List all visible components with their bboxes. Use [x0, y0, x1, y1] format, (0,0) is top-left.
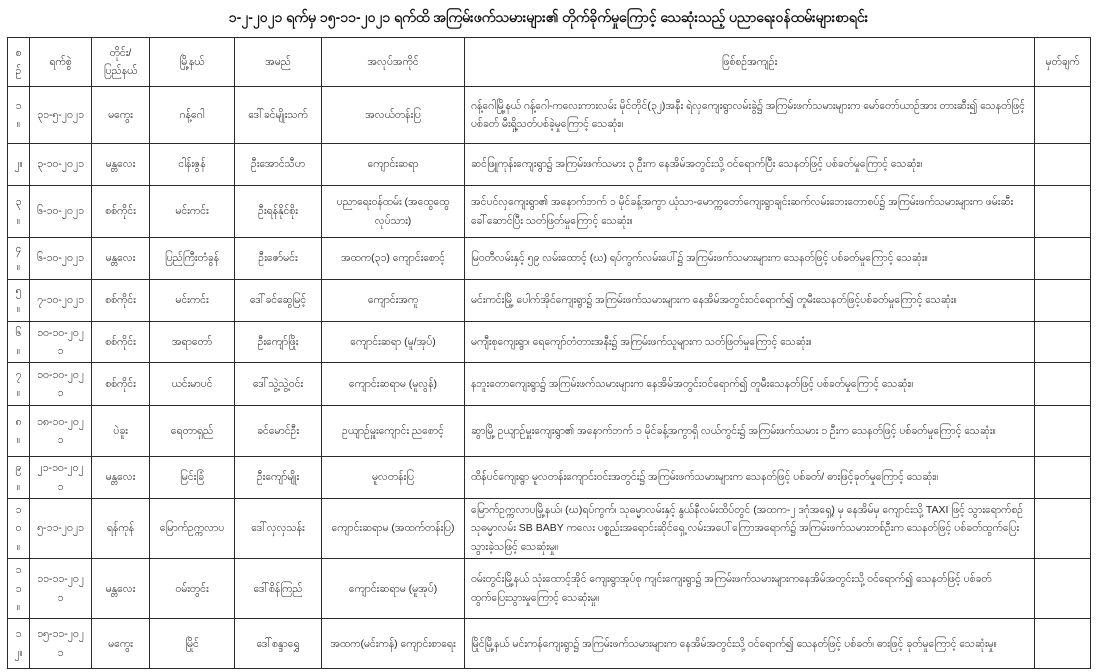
- cell-incident: ထိန်ပင်ကျေးရွာ မူလတန်းကျောင်းဝင်းအတွင်း၌ အကြမ်းဖက်သမားများက သေနတ်ဖြင့် ပစ်ခတ်/ ဓားဖြင့်ခုတ်မှုကြောင့် သေဆုံး။: [465, 457, 1035, 499]
- col-header-remark: မှတ်ချက်: [1035, 38, 1091, 87]
- cell-occupation: အထက(မင်းကန်) ကျောင်းစာရေး: [322, 619, 465, 669]
- cell-incident: ဆင်ဖြူကုန်းကျေးရွာ၌ အကြမ်းဖက်သမား ၃ ဦးက နေအိမ်အတွင်းသို့ ဝင်ရောက်ပြီး သေနတ်ဖြင့် ပစ်ခတ်မှုကြောင့် သေဆုံး။: [465, 144, 1035, 186]
- cell-incident: မြိုင်မြို့နယ် မင်းကန်ကျေးရွာ၌ အကြမ်းဖက်သမားများက နေအိမ်အတွင်းသို့ ဝင်ရောက်၍ သေနတ်ဖြင့် ပစ်ခတ်၊ ဓားဖြင့် ခုတ်မှုကြောင့် သေဆုံးမှု။: [465, 619, 1035, 669]
- cell-remark: [1035, 186, 1091, 238]
- cell-remark: [1035, 144, 1091, 186]
- cell-name: ဦးကျော်မျိုး: [235, 457, 322, 499]
- cell-date: ၃-၁၀-၂၀၂၁: [30, 144, 92, 186]
- cell-name: ခင်မောင်ဦး: [235, 406, 322, 457]
- cell-incident: မကျီးစုကျေးရွာ၊ ရေကျော်တံတားအနီး၌ အကြမ်းဖက်သူများက သတ်ဖြတ်မှုကြောင့် သေဆုံး။: [465, 321, 1035, 363]
- cell-date: ၁၅-၁၁-၂၀၂၁: [30, 619, 92, 669]
- cell-name: ဒေါ်စန္ဒာရွှေ: [235, 619, 322, 669]
- table-row: [8, 619, 1091, 669]
- table-row: [8, 186, 1091, 238]
- cell-serial-no: ၁၀။: [8, 499, 30, 559]
- col-header-name: အမည်: [235, 38, 322, 87]
- cell-date: ၁၈-၁၀-၂၀၂၁: [30, 406, 92, 457]
- table-row: [8, 144, 1091, 186]
- cell-serial-no: ၉။: [8, 457, 30, 499]
- col-header-date: ရက်စွဲ: [30, 38, 92, 87]
- cell-occupation: အလယ်တန်းပြ: [322, 87, 465, 144]
- cell-region: စစ်ကိုင်း: [92, 321, 150, 363]
- table-body: [8, 87, 1091, 669]
- cell-serial-no: ၅။: [8, 279, 30, 321]
- cell-township: ယင်းမာပင်: [150, 363, 235, 406]
- cell-remark: [1035, 238, 1091, 280]
- cell-remark: [1035, 279, 1091, 321]
- cell-incident: ဂန့်ဂေါမြို့နယ် ဂန့်ဂေါ-ကလေးကားလမ်း မိုင်တိုင်(၃၂)အနီး ရဲလှကျေးရွာလမ်းခွဲ၌ အကြမ်းဖက်သမားများက မော်တော်ယာဉ်အား တားဆီး၍ သေနတ်ဖြင့်ပစ်ခတ် မီးရှို့သတ်ပစ်ခဲ့မှုကြောင့် သေဆုံး။: [465, 87, 1035, 144]
- cell-serial-no: ၁၁။: [8, 559, 30, 619]
- cell-name: ဒေါ်စိန်ကြည်: [235, 559, 322, 619]
- cell-occupation: ကျောင်းဆရာမ (မူအုပ်): [322, 559, 465, 619]
- cell-township: မင်းကင်း: [150, 186, 235, 238]
- cell-remark: [1035, 499, 1091, 559]
- cell-name: ဒေါ်သွဲ့သွဲ့ဝင်း: [235, 363, 322, 406]
- cell-serial-no: ၁။: [8, 87, 30, 144]
- cell-remark: [1035, 457, 1091, 499]
- cell-township: မင်းကင်း: [150, 279, 235, 321]
- cell-remark: [1035, 363, 1091, 406]
- header-row: [8, 38, 1091, 87]
- cell-occupation: ကျောင်းအကူ: [322, 279, 465, 321]
- cell-date: ၁၀-၁၀-၂၀၂၁: [30, 321, 92, 363]
- cell-township: မြောက်ဥက္ကလာပ: [150, 499, 235, 559]
- cell-region: မန္တလေး: [92, 457, 150, 499]
- cell-incident: မြဝတီလမ်းနှင့် ၅၉ လမ်းထောင့် (ဃ) ရပ်ကွက်လမ်းပေါ်၌ အကြမ်းဖက်သမားများက သေနတ်ဖြင့် ပစ်ခတ်မှုကြောင့် သေဆုံး။: [465, 238, 1035, 280]
- cell-remark: [1035, 321, 1091, 363]
- cell-region: မကွေး: [92, 619, 150, 669]
- table-row: [8, 559, 1091, 619]
- cell-name: ဒေါ်ခင်ဆွေမြင့်: [235, 279, 322, 321]
- cell-date: ၆-၁၀-၂၀၂၁: [30, 186, 92, 238]
- cell-township: မြင်းခြံ: [150, 457, 235, 499]
- cell-incident: ဆွာမြို့ ဥယျာဉ်မှူးကျေးရွာ၏ အနောက်ဘက် ၁ မိုင်ခန့်အကွာရှိ လယ်ကွင်း၌ အကြမ်းဖက်သမား ၁ ဦးက သေနတ်ဖြင့် ပစ်ခတ်မှုကြောင့် သေဆုံး။: [465, 406, 1035, 457]
- table-row: [8, 499, 1091, 559]
- cell-date: ၇-၁၀-၂၀၂၁: [30, 279, 92, 321]
- table-row: [8, 238, 1091, 280]
- cell-remark: [1035, 406, 1091, 457]
- cell-incident: ဝမ်းတွင်းမြို့နယ် သုံးထောင့်အိုင် ကျေးရွာအုပ်စု ကျင်းကျေးရွာ၌ အကြမ်းဖက်သမားများကနေအိမ်အတွင်းသို့ ဝင်ရောက်၍ သေနတ်ဖြင့် ပစ်ခတ်ထွက်ပြေးသွားမှုကြောင့် သေဆုံးမှု။: [465, 559, 1035, 619]
- col-header-incident: ဖြစ်စဉ်အကျဉ်း: [465, 38, 1035, 87]
- table-row: [8, 321, 1091, 363]
- cell-incident: နဘူးတောကျေးရွာ၌ အကြမ်းဖက်သမားများက နေအိမ်အတွင်းဝင်ရောက်၍ တူမီးသေနတ်ဖြင့် ပစ်ခတ်မှုကြောင့် သေဆုံး။: [465, 363, 1035, 406]
- cell-remark: [1035, 87, 1091, 144]
- cell-serial-no: ၄။: [8, 238, 30, 280]
- cell-occupation: မူလတန်းပြ: [322, 457, 465, 499]
- cell-region: စစ်ကိုင်း: [92, 363, 150, 406]
- table-row: [8, 87, 1091, 144]
- cell-date: ၁၀-၁၀-၂၀၂၁: [30, 363, 92, 406]
- cell-township: မြိုင်: [150, 619, 235, 669]
- cell-date: ၃၁-၅-၂၀၂၁: [30, 87, 92, 144]
- col-header-occupation: အလုပ်အကိုင်: [322, 38, 465, 87]
- table-row: [8, 406, 1091, 457]
- page-title: ၁-၂-၂၀၂၁ ရက်မှ ၁၅-၁၁-၂၀၂၁ ရက်ထိ အကြမ်းဖက်သမားများ၏ တိုက်ခိုက်မှုကြောင့် သေဆုံးသည့် ပညာရေးဝန်ထမ်းများစာရင်း: [228, 9, 869, 25]
- cell-remark: [1035, 619, 1091, 669]
- cell-date: ၆-၁၀-၂၀၂၁: [30, 238, 92, 280]
- cell-name: ဦးအောင်သီဟ: [235, 144, 322, 186]
- cell-serial-no: ၃။: [8, 186, 30, 238]
- cell-occupation: ကျောင်းဆရာ: [322, 144, 465, 186]
- cell-name: ဦးဇော်မင်း: [235, 238, 322, 280]
- cell-region: စစ်ကိုင်း: [92, 279, 150, 321]
- cell-name: ဒေါ်ခင်မျိုးသက်: [235, 87, 322, 144]
- cell-remark: [1035, 559, 1091, 619]
- cell-township: ရေတာရှည်: [150, 406, 235, 457]
- cell-name: ဦးကျော်ဖြိုး: [235, 321, 322, 363]
- cell-date: ၂၁-၁၀-၂၀၂၁: [30, 457, 92, 499]
- cell-serial-no: ၆။: [8, 321, 30, 363]
- cell-date: ၁၁-၁၁-၂၀၂၁: [30, 559, 92, 619]
- cell-region: ပဲခူး: [92, 406, 150, 457]
- cell-name: ဒေါ်လှလှသန်း: [235, 499, 322, 559]
- cell-occupation: အထက(၃၁) ကျောင်းစောင့်: [322, 238, 465, 280]
- table-header: [8, 38, 1091, 87]
- col-header-township: မြို့နယ်: [150, 38, 235, 87]
- cell-serial-no: ၇။: [8, 363, 30, 406]
- cell-occupation: ကျောင်းဆရာ (မူ/အုပ်): [322, 321, 465, 363]
- cell-occupation: ဥယျာဉ်မှူးကျောင်း ညစောင့်: [322, 406, 465, 457]
- cell-region: ရန်ကုန်: [92, 499, 150, 559]
- cell-region: မန္တလေး: [92, 144, 150, 186]
- cell-region: မန္တလေး: [92, 238, 150, 280]
- cell-incident: အင်ပင်လှကျေးရွာ၏ အနောက်ဘက် ၁ မိုင်ခန့်အကွာ ယုံသာ-မောက္ကတော်ကျေးရွာချင်းဆက်လမ်းဘေးတောစပ်၌ အကြမ်းဖက်သမားများက ဖမ်းဆီးခေါ်ဆောင်ပြီး သတ်ဖြတ်မှုကြောင့် သေဆုံး။: [465, 186, 1035, 238]
- table-row: [8, 279, 1091, 321]
- cell-serial-no: ၈။: [8, 406, 30, 457]
- cell-region: မကွေး: [92, 87, 150, 144]
- cell-incident: မြောက်ဥက္ကလာပမြို့နယ်၊ (ဃ)ရပ်ကွက်၊ သုဓမ္မာလမ်းနှင့် နွယ်နီလမ်းထိပ်တွင် (အထက-၂ ဒဂုံအရှေ့) မှ နေအိမ်မှ ကျောင်းသို့ TAXI ဖြင့် သွားရောက်စဉ် သုဓမ္မာလမ်း SB BABY ကလေး ပစ္စည်းအရောင်းဆိုင်ရှေ့ လမ်းအပေါ်ကြောအရောက်၌ အကြမ်းဖက်သမားတစ်ဦးက သေနတ်ဖြင့် ပစ်ခတ်ထွက်ပြေးသွားခဲ့သဖြင့် သေဆုံးမှု။: [465, 499, 1035, 559]
- table-row: [8, 457, 1091, 499]
- cell-date: ၅-၁၁-၂၀၂၁: [30, 499, 92, 559]
- cell-region: မန္တလေး: [92, 559, 150, 619]
- cell-name: ဦးရန်နိုင်စိုး: [235, 186, 322, 238]
- cell-township: ဂန့်ဂေါ: [150, 87, 235, 144]
- cell-region: စစ်ကိုင်း: [92, 186, 150, 238]
- cell-incident: မင်းကင်းမြို့ ပေါက်အိုင်ကျေးရွာ၌ အကြမ်းဖက်သမားများက နေအိမ်အတွင်းဝင်ရောက်၍ တူမီးသေနတ်ဖြင့်ပစ်ခတ်မှုကြောင့် သေဆုံး။: [465, 279, 1035, 321]
- col-header-region: တိုင်း/ပြည်နယ်: [92, 38, 150, 87]
- cell-serial-no: ၁၂။: [8, 619, 30, 669]
- cell-township: အရာတော်: [150, 321, 235, 363]
- table-row: [8, 363, 1091, 406]
- cell-township: ပြည်ကြီးတံခွန်: [150, 238, 235, 280]
- cell-occupation: ပညာရေးဝန်ထမ်း (အထွေထွေလုပ်သား): [322, 186, 465, 238]
- cell-occupation: ကျောင်းဆရာမ (အထက်တန်းပြ): [322, 499, 465, 559]
- victims-table: [7, 37, 1091, 669]
- col-header-no: စဉ်: [8, 38, 30, 87]
- cell-occupation: ကျောင်းဆရာမ (မူလွန်): [322, 363, 465, 406]
- cell-township: ဝမ်းတွင်း: [150, 559, 235, 619]
- cell-serial-no: ၂။: [8, 144, 30, 186]
- cell-township: ငါန်းဇွန်: [150, 144, 235, 186]
